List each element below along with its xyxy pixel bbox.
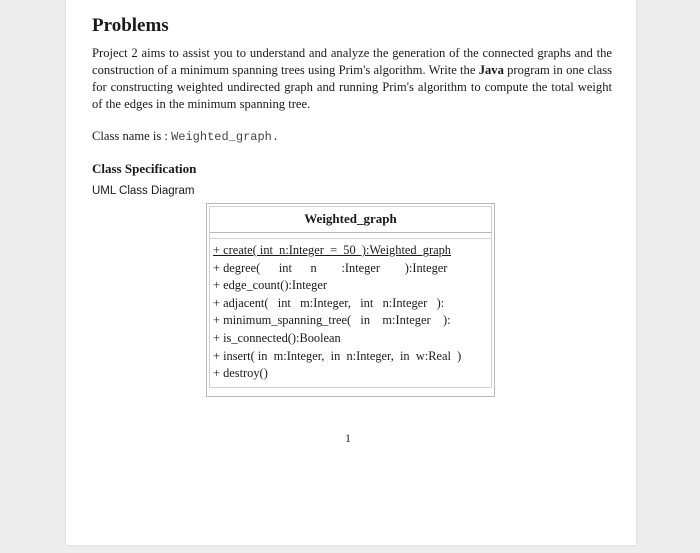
class-name-line (92, 129, 279, 144)
uml-method: + degree( int n :Integer ):Integer (213, 260, 448, 275)
uml-diagram-label: UML Class Diagram (92, 185, 195, 197)
page-number: 1 (345, 431, 351, 445)
class-name-label: Class name is : (92, 129, 172, 143)
uml-class-diagram (206, 203, 495, 397)
intro-text-java: Java (478, 63, 504, 77)
uml-method: + destroy() (213, 366, 268, 381)
section-heading: Problems (92, 15, 169, 36)
uml-method: + is_connected():Boolean (213, 330, 341, 345)
uml-method: + edge_count():Integer (213, 278, 327, 293)
uml-method: + minimum_spanning_tree( in m:Integer ): (213, 313, 451, 328)
uml-method: + create( int n:Integer = 50 ):Weighted_graph (213, 243, 451, 257)
document-page (66, 0, 636, 545)
class-name-value: Weighted_graph. (171, 130, 280, 144)
class-specification-title: Class Specification (92, 161, 197, 176)
uml-class-name: Weighted_graph (209, 206, 492, 233)
uml-method: + adjacent( int m:Integer, int n:Integer ): (213, 295, 445, 310)
uml-methods-section (209, 239, 492, 388)
intro-text-before: Project 2 aims to assist you to understand and analyze the generation of the connected graphs and the construction of a minimum spanning trees using Prim's algorithm. Write the (92, 46, 612, 77)
intro-paragraph (92, 45, 612, 113)
intro-text-after: program in one class for constructing weighted undirected graph and running Prim's algorithm to compute the total weight of the edges in the minimum spanning tree. (92, 63, 612, 111)
uml-method: + insert( in m:Integer, in n:Integer, in w:Real ) (213, 348, 462, 363)
